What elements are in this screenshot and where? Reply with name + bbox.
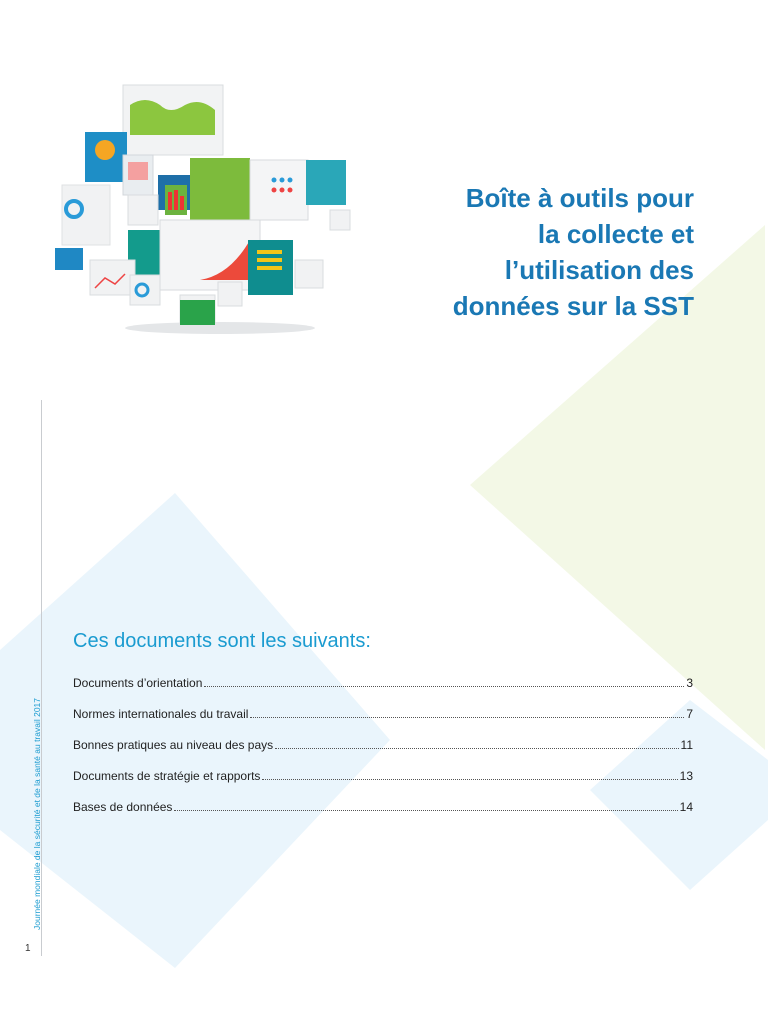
toc-leader <box>275 739 678 749</box>
table-of-contents <box>73 676 693 831</box>
title-line: la collecte et <box>537 219 694 249</box>
toc-leader <box>262 770 677 780</box>
title-line: Boîte à outils pour <box>465 183 694 213</box>
toc-entry-normes-internationales[interactable] <box>73 707 693 738</box>
title-line: l’utilisation des <box>504 255 694 285</box>
data-blocks-illustration <box>50 70 370 350</box>
toc-leader <box>174 801 677 811</box>
side-caption: Journée mondiale de la sécurité et de la santé au travail 2017 <box>32 697 42 930</box>
toc-page: 7 <box>686 707 693 721</box>
toc-page: 14 <box>679 800 693 814</box>
toc-leader <box>204 677 684 687</box>
toc-entry-bases-de-donnees[interactable] <box>73 800 693 831</box>
toc-leader <box>250 708 684 718</box>
toc-page: 11 <box>680 738 693 752</box>
toc-label: Documents d’orientation <box>73 676 203 690</box>
toc-label: Documents de stratégie et rapports <box>73 769 261 783</box>
toc-page: 13 <box>679 769 693 783</box>
toc-page: 3 <box>686 676 693 690</box>
toc-label: Bonnes pratiques au niveau des pays <box>73 738 274 752</box>
toc-label: Bases de données <box>73 800 173 814</box>
toc-entry-documents-strategie[interactable] <box>73 769 693 800</box>
toc-label: Normes internationales du travail <box>73 707 249 721</box>
section-heading: Ces documents sont les suivants: <box>73 630 371 652</box>
page-number: 1 <box>25 943 31 954</box>
document-title <box>364 180 694 324</box>
toc-entry-bonnes-pratiques[interactable] <box>73 738 693 769</box>
title-line: données sur la SST <box>452 291 694 321</box>
toc-entry-documents-orientation[interactable] <box>73 676 693 707</box>
